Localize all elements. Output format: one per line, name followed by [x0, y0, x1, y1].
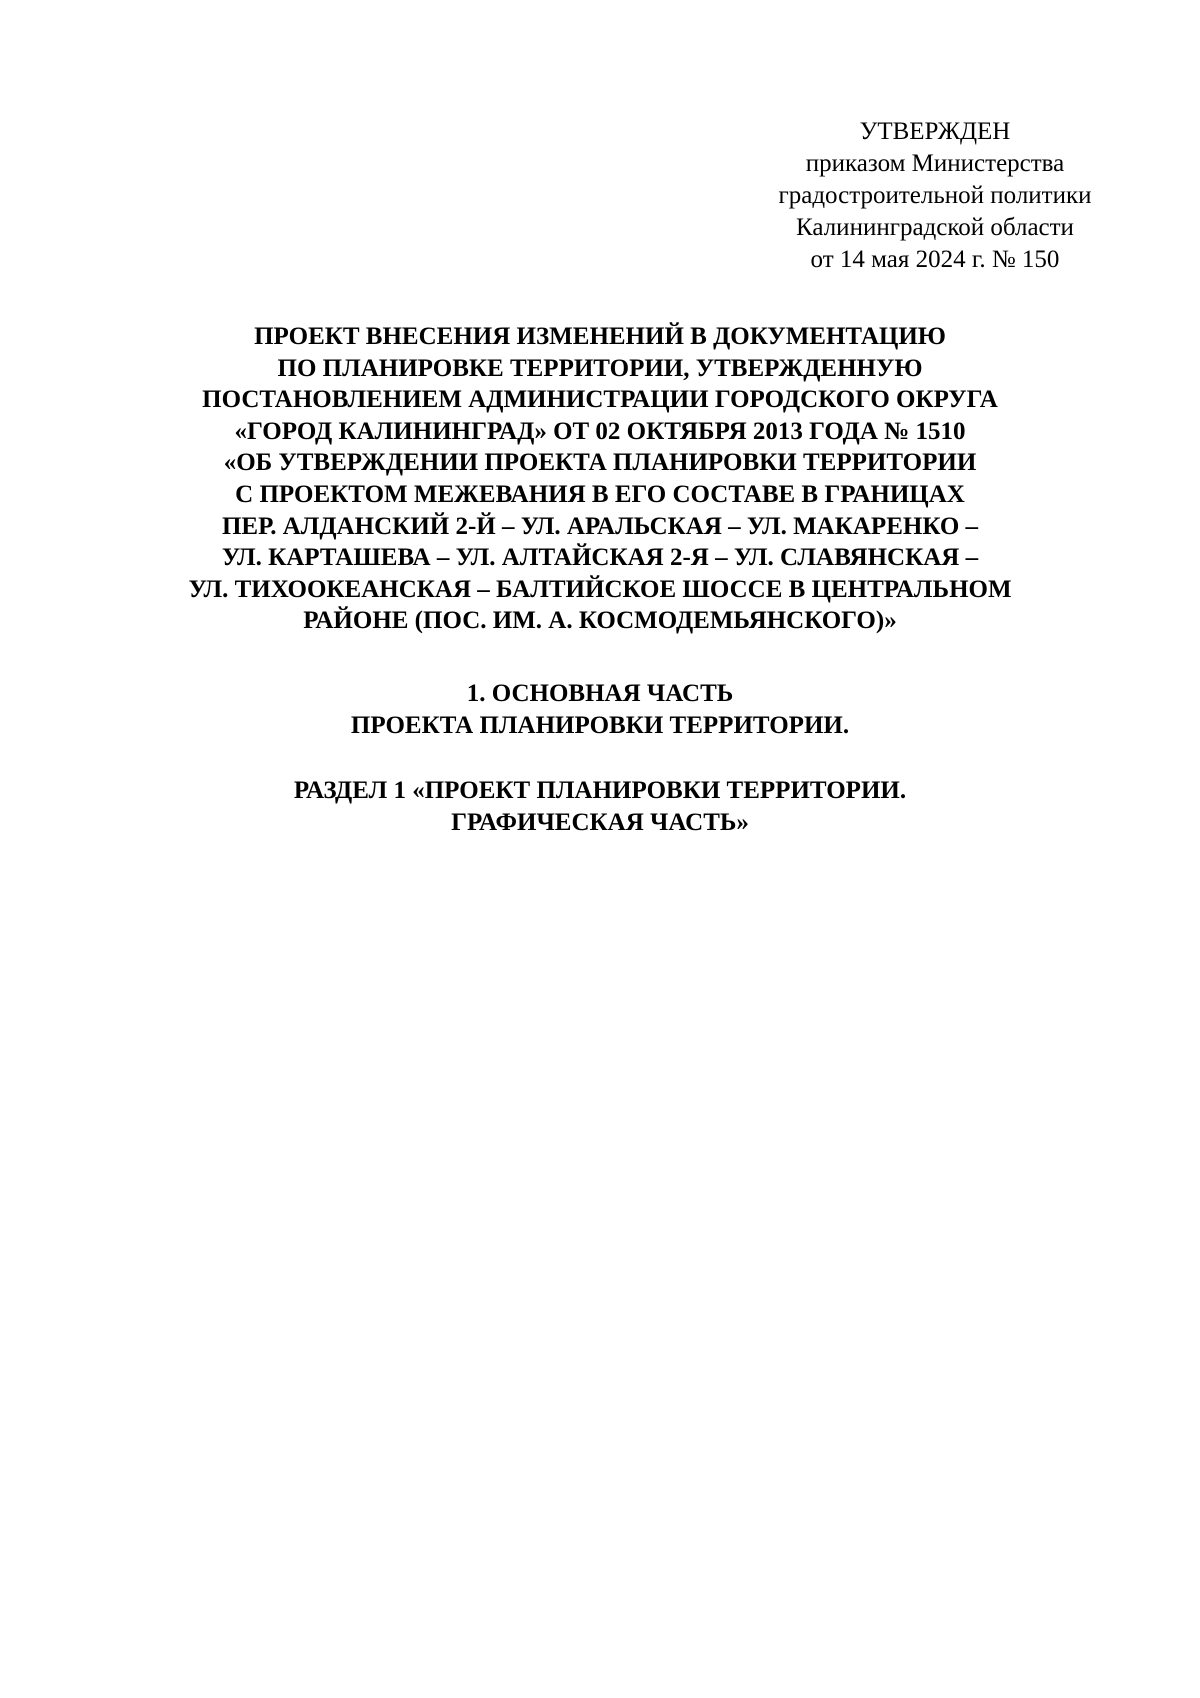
title-line: С ПРОЕКТОМ МЕЖЕВАНИЯ В ЕГО СОСТАВЕ В ГРАНИЦАХ: [235, 480, 965, 508]
approval-line: градостроительной политики: [778, 182, 1092, 209]
title-line: УЛ. КАРТАШЕВА – УЛ. АЛТАЙСКАЯ 2-Я – УЛ. СЛАВЯНСКАЯ –: [221, 544, 979, 572]
part-line: 1. ОСНОВНАЯ ЧАСТЬ: [466, 680, 734, 707]
title-line: ПО ПЛАНИРОВКЕ ТЕРРИТОРИИ, УТВЕРЖДЕННУЮ: [277, 354, 923, 382]
approval-line: Калининградской области: [796, 214, 1074, 241]
section-line: РАЗДЕЛ 1 «ПРОЕКТ ПЛАНИРОВКИ ТЕРРИТОРИИ.: [293, 777, 907, 804]
document-title: [100, 321, 1100, 637]
part-line: ПРОЕКТА ПЛАНИРОВКИ ТЕРРИТОРИИ.: [350, 712, 850, 739]
section-heading: [100, 775, 1100, 839]
section-line: ГРАФИЧЕСКАЯ ЧАСТЬ»: [451, 809, 749, 836]
title-line: РАЙОНЕ (ПОС. ИМ. А. КОСМОДЕМЬЯНСКОГО)»: [303, 607, 897, 635]
part-heading: [100, 678, 1100, 742]
approval-line: приказом Министерства: [805, 150, 1065, 177]
title-line: «ОБ УТВЕРЖДЕНИИ ПРОЕКТА ПЛАНИРОВКИ ТЕРРИТОРИИ: [223, 449, 977, 477]
title-line: ПЕР. АЛДАНСКИЙ 2-Й – УЛ. АРАЛЬСКАЯ – УЛ. МАКАРЕНКО –: [221, 512, 979, 540]
title-line: «ГОРОД КАЛИНИНГРАД» ОТ 02 ОКТЯБРЯ 2013 ГОДА № 1510: [234, 417, 966, 445]
title-line: ПРОЕКТ ВНЕСЕНИЯ ИЗМЕНЕНИЙ В ДОКУМЕНТАЦИЮ: [254, 323, 946, 350]
approval-line: от 14 мая 2024 г. № 150: [810, 246, 1060, 273]
title-line: УЛ. ТИХООКЕАНСКАЯ – БАЛТИЙСКОЕ ШОССЕ В ЦЕНТРАЛЬНОМ: [188, 575, 1012, 603]
approval-line: УТВЕРЖДЕН: [859, 118, 1011, 145]
approval-stamp: [700, 116, 1170, 276]
title-line: ПОСТАНОВЛЕНИЕМ АДМИНИСТРАЦИИ ГОРОДСКОГО ОКРУГА: [202, 386, 998, 414]
